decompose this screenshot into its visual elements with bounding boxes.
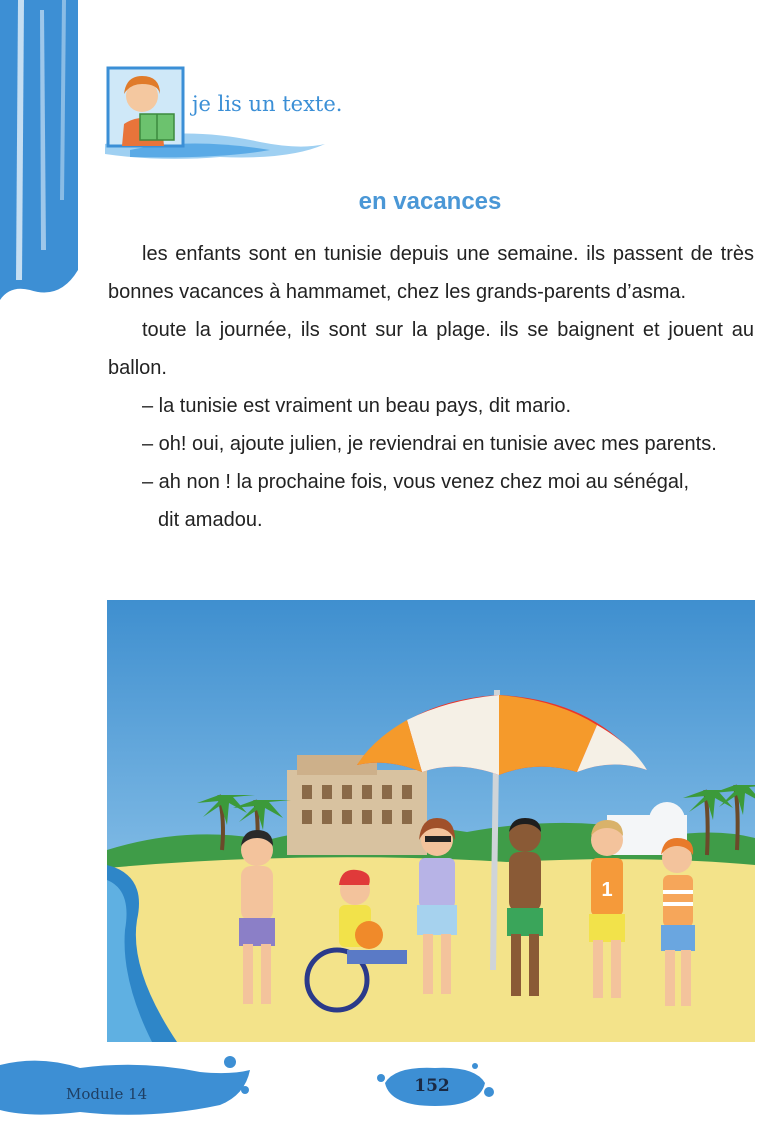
page-number: 152 [414, 1076, 450, 1096]
dialogue-line-1: – la tunisie est vraiment un beau pays, dit mario. [142, 395, 572, 417]
beach-illustration [107, 600, 755, 1042]
story-title: en vacances [358, 188, 502, 215]
section-header-title: je lis un texte. [192, 92, 343, 116]
hotel-building [287, 755, 427, 855]
story-paragraph-2: toute la journée, ils sont sur la plage. ils se baignent et jouent au ballon. [108, 319, 754, 379]
left-decorative-band [0, 0, 80, 300]
svg-text:1: 1 [601, 879, 613, 901]
story-text [108, 235, 754, 539]
dialogue-line-2: – oh! oui, ajoute julien, je reviendrai en tunisie avec mes parents. [142, 433, 717, 455]
module-label: Module 14 [66, 1085, 148, 1103]
dialogue-line-3-continuation: dit amadou. [158, 509, 263, 531]
story-paragraph-1: les enfants sont en tunisie depuis une semaine. ils passent de très bonnes vacances à hammamet, chez les grands-parents d’asma. [108, 243, 754, 303]
dialogue-line-3: – ah non ! la prochaine fois, vous venez chez moi au sénégal, [142, 471, 690, 493]
